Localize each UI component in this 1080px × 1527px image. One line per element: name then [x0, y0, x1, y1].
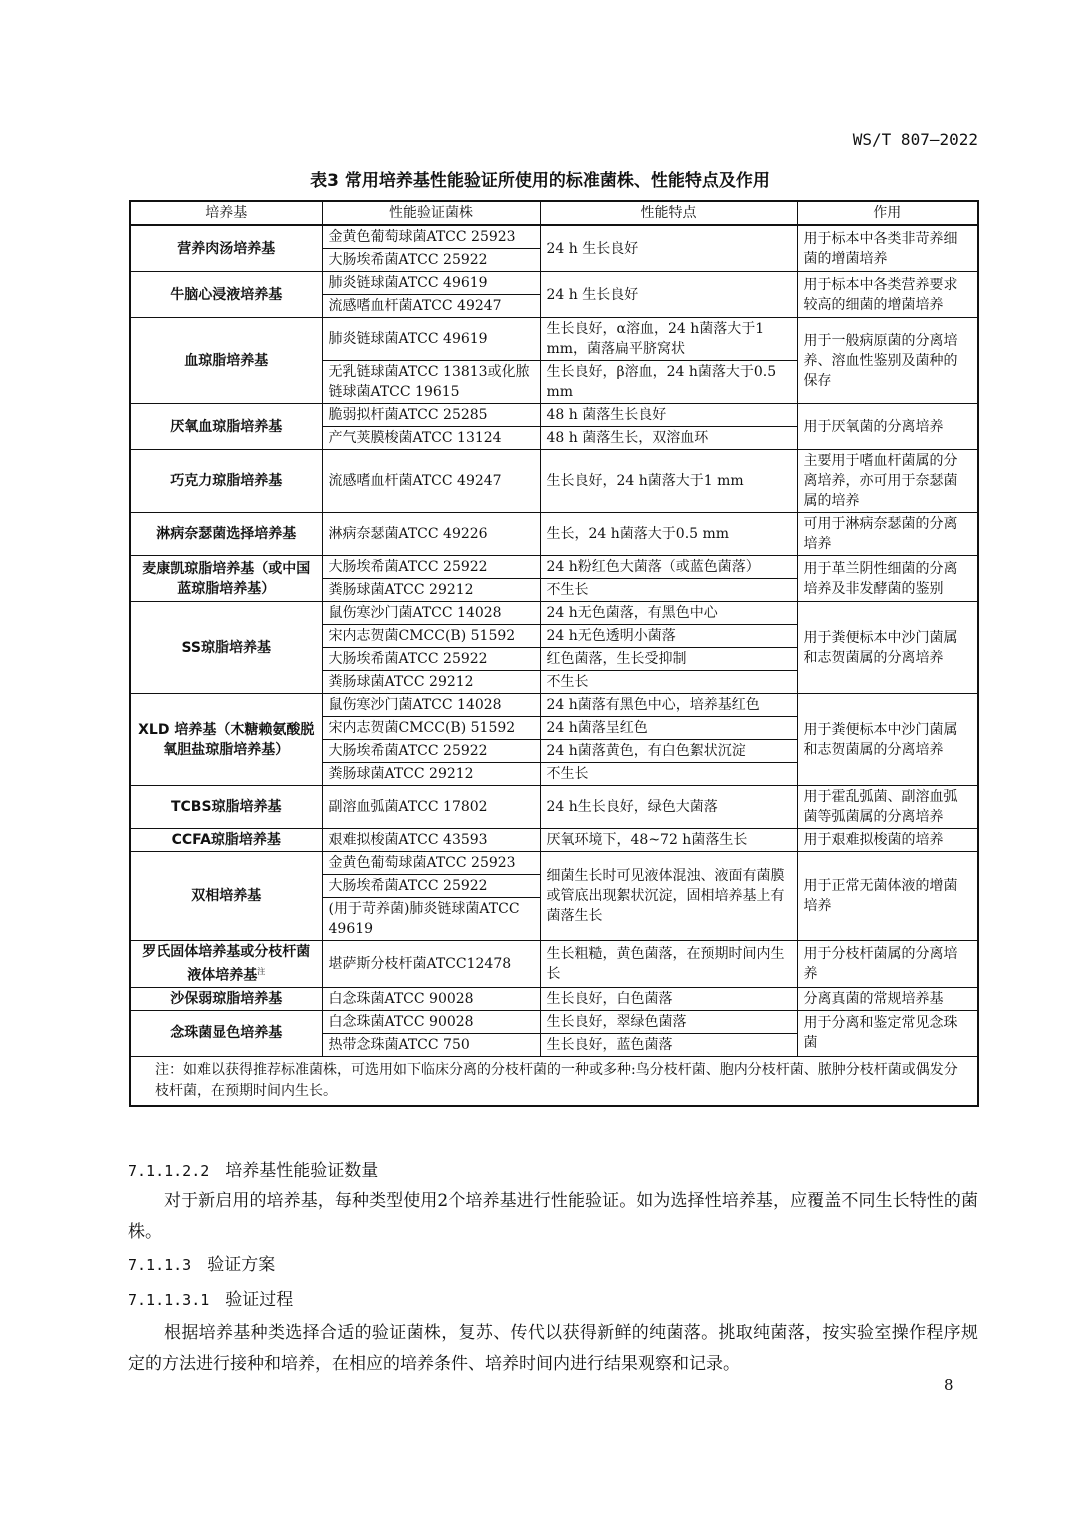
strain-cell: 宋内志贺菌CMCC(B) 51592	[322, 717, 540, 740]
strain-cell: 淋病奈瑟菌ATCC 49226	[322, 513, 540, 556]
strain-cell: 副溶血弧菌ATCC 17802	[322, 786, 540, 829]
use-cell: 用于分离和鉴定常见念珠菌	[797, 1010, 978, 1056]
strain-cell: 鼠伤寒沙门菌ATCC 14028	[322, 694, 540, 717]
feature-cell: 24 h 生长良好	[540, 225, 797, 272]
medium-name: 罗氏固体培养基或分枝杆菌液体培养基	[142, 944, 311, 984]
use-cell: 用于粪便标本中沙门菌属和志贺菌属的分离培养	[797, 694, 978, 786]
strain-cell: 大肠埃希菌ATCC 25922	[322, 249, 540, 272]
feature-cell: 48 h 菌落生长良好	[540, 404, 797, 427]
table-row	[130, 225, 978, 249]
strain-cell: 大肠埃希菌ATCC 25922	[322, 875, 540, 898]
section-title: 验证过程	[225, 1290, 294, 1310]
feature-cell: 24 h菌落呈红色	[540, 717, 797, 740]
use-cell: 用于艰难拟梭菌的培养	[797, 829, 978, 852]
medium-cell: TCBS琼脂培养基	[130, 786, 322, 829]
medium-cell: 沙保弱琼脂培养基	[130, 987, 322, 1010]
feature-cell: 红色菌落，生长受抑制	[540, 648, 797, 671]
feature-cell: 不生长	[540, 671, 797, 694]
feature-cell: 生长良好，翠绿色菌落	[540, 1010, 797, 1033]
strain-cell: 流感嗜血杆菌ATCC 49247	[322, 450, 540, 513]
use-cell: 用于厌氧菌的分离培养	[797, 404, 978, 450]
column-header: 培养基	[130, 201, 322, 225]
section-number: 7.1.1.3	[128, 1256, 192, 1274]
table-row	[130, 786, 978, 829]
use-cell: 用于霍乱弧菌、副溶血弧菌等弧菌属的分离培养	[797, 786, 978, 829]
table-row	[130, 404, 978, 427]
strain-cell: 无乳链球菌ATCC 13813或化脓链球菌ATCC 19615	[322, 361, 540, 404]
strain-cell: (用于苛养菌)肺炎链球菌ATCC 49619	[322, 898, 540, 941]
section-number: 7.1.1.3.1	[128, 1291, 210, 1309]
use-cell: 主要用于嗜血杆菌属的分离培养，亦可用于奈瑟菌属的培养	[797, 450, 978, 513]
strain-cell: 大肠埃希菌ATCC 25922	[322, 556, 540, 579]
note-marker: 注	[257, 967, 266, 976]
use-cell: 可用于淋病奈瑟菌的分离培养	[797, 513, 978, 556]
use-cell: 用于革兰阴性细菌的分离培养及非发酵菌的鉴别	[797, 556, 978, 602]
section-heading	[128, 1250, 275, 1275]
table-note-row	[130, 1056, 978, 1106]
strain-cell: 粪肠球菌ATCC 29212	[322, 763, 540, 786]
use-cell: 用于分枝杆菌属的分离培养	[797, 941, 978, 988]
column-header: 性能特点	[540, 201, 797, 225]
strain-cell: 宋内志贺菌CMCC(B) 51592	[322, 625, 540, 648]
medium-cell: 双相培养基	[130, 852, 322, 941]
feature-cell: 24 h无色菌落，有黑色中心	[540, 602, 797, 625]
strain-cell: 金黄色葡萄球菌ATCC 25923	[322, 852, 540, 875]
use-cell: 分离真菌的常规培养基	[797, 987, 978, 1010]
strain-cell: 大肠埃希菌ATCC 25922	[322, 740, 540, 763]
use-cell: 用于标本中各类营养要求较高的细菌的增菌培养	[797, 272, 978, 318]
strain-cell: 肺炎链球菌ATCC 49619	[322, 318, 540, 361]
table-row	[130, 1010, 978, 1033]
medium-cell: 牛脑心浸液培养基	[130, 272, 322, 318]
use-cell: 用于标本中各类非苛养细菌的增菌培养	[797, 225, 978, 272]
strain-cell: 堪萨斯分枝杆菌ATCC12478	[322, 941, 540, 988]
strain-cell: 鼠伤寒沙门菌ATCC 14028	[322, 602, 540, 625]
use-cell: 用于一般病原菌的分离培养、溶血性鉴别及菌种的保存	[797, 318, 978, 404]
medium-cell: XLD 培养基（木糖赖氨酸脱氧胆盐琼脂培养基）	[130, 694, 322, 786]
feature-cell: 48 h 菌落生长，双溶血环	[540, 427, 797, 450]
medium-cell: CCFA琼脂培养基	[130, 829, 322, 852]
strain-cell: 白念珠菌ATCC 90028	[322, 1010, 540, 1033]
table-header-row	[130, 201, 978, 225]
feature-cell: 生长粗糙，黄色菌落，在预期时间内生长	[540, 941, 797, 988]
standard-code: WS/T 807—2022	[852, 130, 978, 149]
section-heading	[128, 1156, 378, 1181]
feature-cell: 24 h 生长良好	[540, 272, 797, 318]
table-row	[130, 272, 978, 295]
strain-cell: 艰难拟梭菌ATCC 43593	[322, 829, 540, 852]
feature-cell: 厌氧环境下，48~72 h菌落生长	[540, 829, 797, 852]
medium-cell: 淋病奈瑟菌选择培养基	[130, 513, 322, 556]
medium-cell: SS琼脂培养基	[130, 602, 322, 694]
paragraph: 对于新启用的培养基，每种类型使用2个培养基进行性能验证。如为选择性培养基，应覆盖不同生长特性的菌株。	[128, 1191, 978, 1242]
feature-cell: 24 h菌落黄色，有白色絮状沉淀	[540, 740, 797, 763]
section-title: 培养基性能验证数量	[225, 1161, 379, 1181]
medium-cell: 血琼脂培养基	[130, 318, 322, 404]
table-row	[130, 941, 978, 988]
paragraph: 根据培养基种类选择合适的验证菌株，复苏、传代以获得新鲜的纯菌落。挑取纯菌落，按实验室操作程序规定的方法进行接种和培养，在相应的培养条件、培养时间内进行结果观察和记录。	[128, 1323, 978, 1374]
strain-cell: 脆弱拟杆菌ATCC 25285	[322, 404, 540, 427]
strain-cell: 流感嗜血杆菌ATCC 49247	[322, 295, 540, 318]
medium-cell: 巧克力琼脂培养基	[130, 450, 322, 513]
media-performance-table	[129, 200, 979, 1107]
feature-cell: 24 h生长良好，绿色大菌落	[540, 786, 797, 829]
strain-cell: 粪肠球菌ATCC 29212	[322, 579, 540, 602]
page-number: 8	[944, 1376, 954, 1394]
feature-cell: 细菌生长时可见液体混浊、液面有菌膜或管底出现絮状沉淀，固相培养基上有菌落生长	[540, 852, 797, 941]
medium-cell: 念珠菌显色培养基	[130, 1010, 322, 1056]
strain-cell: 热带念珠菌ATCC 750	[322, 1033, 540, 1056]
table-row	[130, 556, 978, 579]
table-row	[130, 852, 978, 875]
strain-cell: 大肠埃希菌ATCC 25922	[322, 648, 540, 671]
medium-cell: 营养肉汤培养基	[130, 225, 322, 272]
feature-cell: 生长良好，β溶血，24 h菌落大于0.5 mm	[540, 361, 797, 404]
section-title: 验证方案	[207, 1255, 276, 1275]
use-cell: 用于粪便标本中沙门菌属和志贺菌属的分离培养	[797, 602, 978, 694]
table-title: 表3 常用培养基性能验证所使用的标准菌株、性能特点及作用	[310, 171, 770, 191]
table-note: 注：如难以获得推荐标准菌株，可选用如下临床分离的分枝杆菌的一种或多种:鸟分枝杆菌、胞内分枝杆菌、脓肿分枝杆菌或偶发分枝杆菌，在预期时间内生长。	[130, 1056, 978, 1106]
feature-cell: 不生长	[540, 763, 797, 786]
strain-cell: 产气荚膜梭菌ATCC 13124	[322, 427, 540, 450]
column-header: 性能验证菌株	[322, 201, 540, 225]
feature-cell: 不生长	[540, 579, 797, 602]
use-cell: 用于正常无菌体液的增菌培养	[797, 852, 978, 941]
medium-cell	[130, 941, 322, 988]
medium-cell: 麦康凯琼脂培养基（或中国蓝琼脂培养基）	[130, 556, 322, 602]
section-heading	[128, 1285, 293, 1310]
feature-cell: 24 h粉红色大菌落（或蓝色菌落）	[540, 556, 797, 579]
feature-cell: 24 h无色透明小菌落	[540, 625, 797, 648]
feature-cell: 生长，24 h菌落大于0.5 mm	[540, 513, 797, 556]
table-row	[130, 513, 978, 556]
medium-cell: 厌氧血琼脂培养基	[130, 404, 322, 450]
table-row	[130, 602, 978, 625]
strain-cell: 金黄色葡萄球菌ATCC 25923	[322, 225, 540, 249]
table-row	[130, 694, 978, 717]
feature-cell: 生长良好，24 h菌落大于1 mm	[540, 450, 797, 513]
table-row	[130, 829, 978, 852]
feature-cell: 24 h菌落有黑色中心，培养基红色	[540, 694, 797, 717]
strain-cell: 肺炎链球菌ATCC 49619	[322, 272, 540, 295]
section-number: 7.1.1.2.2	[128, 1162, 210, 1180]
feature-cell: 生长良好，蓝色菌落	[540, 1033, 797, 1056]
table-row	[130, 318, 978, 361]
feature-cell: 生长良好，α溶血，24 h菌落大于1 mm，菌落扁平脐窝状	[540, 318, 797, 361]
strain-cell: 粪肠球菌ATCC 29212	[322, 671, 540, 694]
strain-cell: 白念珠菌ATCC 90028	[322, 987, 540, 1010]
column-header: 作用	[797, 201, 978, 225]
table-row	[130, 987, 978, 1010]
table-row	[130, 450, 978, 513]
feature-cell: 生长良好，白色菌落	[540, 987, 797, 1010]
